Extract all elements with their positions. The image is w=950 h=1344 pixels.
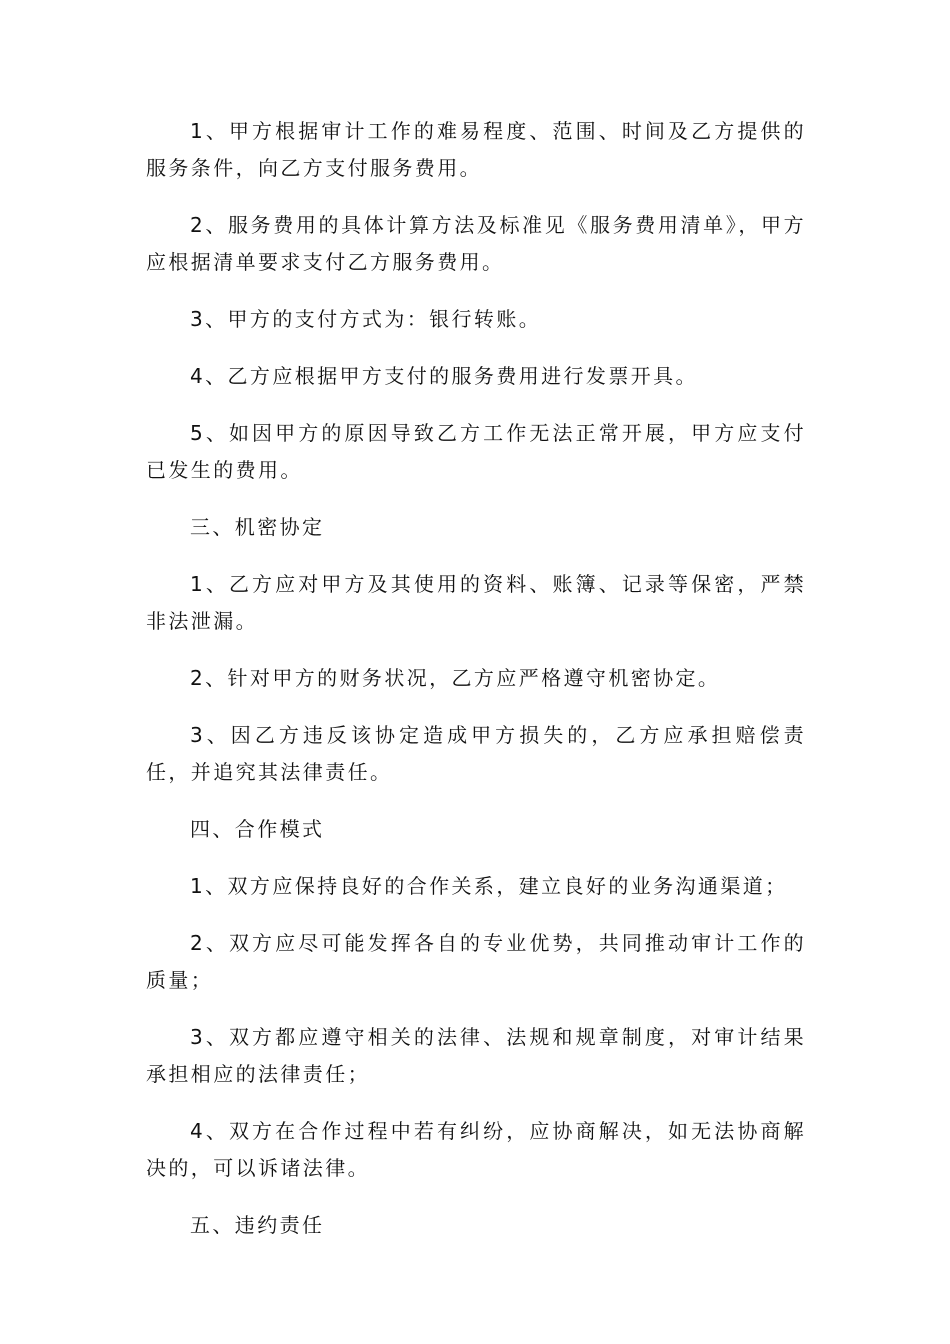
section-heading-confidentiality: 三、机密协定 bbox=[190, 515, 325, 539]
document-body bbox=[146, 113, 806, 1264]
confidentiality-clause-1: 1、乙方应对甲方及其使用的资料、账簿、记录等保密，严禁非法泄漏。 bbox=[146, 572, 806, 633]
cooperation-clause-4: 4、双方在合作过程中若有纠纷，应协商解决，如无法协商解决的，可以诉诸法律。 bbox=[146, 1119, 806, 1180]
section-heading-cooperation: 四、合作模式 bbox=[190, 817, 325, 841]
payment-clause-5: 5、如因甲方的原因导致乙方工作无法正常开展，甲方应支付已发生的费用。 bbox=[146, 421, 806, 482]
section-heading-breach-liability: 五、违约责任 bbox=[190, 1213, 325, 1237]
payment-clause-1: 1、甲方根据审计工作的难易程度、范围、时间及乙方提供的服务条件，向乙方支付服务费用。 bbox=[146, 119, 806, 180]
confidentiality-clause-3: 3、因乙方违反该协定造成甲方损失的，乙方应承担赔偿责任，并追究其法律责任。 bbox=[146, 723, 806, 784]
cooperation-clause-1: 1、双方应保持良好的合作关系，建立良好的业务沟通渠道； bbox=[190, 874, 788, 898]
cooperation-clause-3: 3、双方都应遵守相关的法律、法规和规章制度，对审计结果承担相应的法律责任； bbox=[146, 1025, 806, 1086]
cooperation-clause-2: 2、双方应尽可能发挥各自的专业优势，共同推动审计工作的质量； bbox=[146, 931, 806, 992]
confidentiality-clause-2: 2、针对甲方的财务状况，乙方应严格遵守机密协定。 bbox=[190, 666, 721, 690]
payment-clause-4: 4、乙方应根据甲方支付的服务费用进行发票开具。 bbox=[190, 364, 698, 388]
payment-clause-3: 3、甲方的支付方式为：银行转账。 bbox=[190, 307, 542, 331]
payment-clause-2: 2、服务费用的具体计算方法及标准见《服务费用清单》，甲方应根据清单要求支付乙方服务费用。 bbox=[146, 213, 806, 274]
